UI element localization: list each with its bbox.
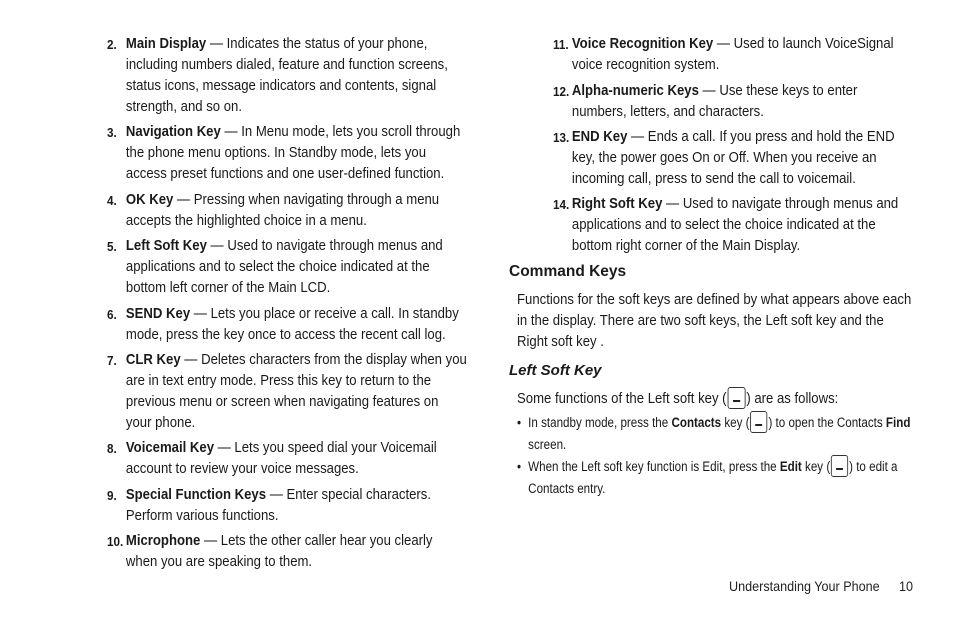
item-description: — Lets you place or receive a call. In standby mode, press the key once to access the recent call log. [125,306,459,343]
item-number: 6. [107,307,117,322]
left-soft-key-intro: Some functions of the Left soft key ( ) are as follows: [517,388,913,410]
item-number: 14. [553,197,570,212]
list-item [107,438,467,480]
footer-section-title: Understanding Your Phone [729,578,880,594]
item-title: SEND Key [125,306,191,322]
left-soft-key-icon [750,411,767,433]
item-number: 13. [553,130,570,145]
item-description: — Used to launch VoiceSignal voice recognition system. [571,36,894,73]
list-item [107,350,467,434]
list-item [553,34,915,76]
item-title: Right Soft Key [571,196,663,212]
list-item [107,485,467,527]
item-number: 7. [107,353,117,368]
item-number: 3. [107,125,117,140]
item-title: CLR Key [125,352,181,368]
item-description: — Lets the other caller hear you clearly when you are speaking to them. [125,533,433,570]
bullet-icon: • [517,459,522,474]
left-soft-key-icon [831,455,848,477]
section-heading-command-keys: Command Keys [509,263,627,280]
list-item [553,127,915,190]
left-soft-key-icon [727,387,745,409]
list-item [553,81,915,123]
page-number: 10 [899,578,914,594]
item-number: 11. [553,37,569,52]
list-item [107,531,467,573]
item-description: — Use these keys to enter numbers, letters, and characters. [571,83,858,120]
item-title: Voicemail Key [125,440,215,456]
item-title: Left Soft Key [125,238,207,254]
item-title: Voice Recognition Key [571,36,714,52]
item-title: END Key [571,129,628,145]
item-title: OK Key [125,192,174,208]
list-item [107,190,467,232]
subheading-left-soft-key: Left Soft Key [509,362,602,379]
item-description: — Ends a call. If you press and hold the END key, the power goes On or Off. When you receive an incoming call, press to send the call to voicemail. [571,129,895,187]
item-description: — In Menu mode, lets you scroll through the phone menu options. In Standby mode, lets you access preset functions and one user-defined function. [125,124,461,182]
list-item: • In standby mode, press the Contacts key ( ) to open the Contacts Find screen. [517,412,916,455]
item-title: Navigation Key [125,124,221,140]
list-item [107,122,467,185]
item-description: — Deletes characters from the display when you are in text entry mode. Press this key to return to the previous menu or screen when navigating features on your phone. [125,352,467,431]
list-item: • When the Left soft key function is Edit, press the Edit key ( ) to edit a Contacts entry. [517,456,916,499]
item-description: — Used to navigate through menus and applications and to select the choice indicated at the bottom left corner of the Main LCD. [125,238,443,296]
item-title: Main Display [125,36,207,52]
list-item [107,236,467,299]
item-description: — Indicates the status of your phone, including numbers dialed, feature and function screens, status icons, message indicators and contents, signal strength, and so on. [125,36,448,115]
item-description: — Used to navigate through menus and applications and to select the choice indicated at the bottom right corner of the Main Display. [571,196,899,254]
item-description: — Enter special characters. Perform various functions. [125,487,432,524]
item-description: — Pressing when navigating through a menu accepts the highlighted choice in a menu. [125,192,440,229]
item-description: — Lets you speed dial your Voicemail account to review your voice messages. [125,440,437,477]
item-number: 9. [107,488,117,503]
list-item [553,194,915,257]
bullet-icon: • [517,415,522,430]
item-title: Special Function Keys [125,487,267,503]
command-keys-paragraph: Functions for the soft keys are defined by what appears above each in the display. There are two soft keys, the Left soft key and the Right soft key . [517,292,912,350]
item-title: Alpha-numeric Keys [571,83,699,99]
item-number: 8. [107,441,117,456]
item-number: 2. [107,37,117,52]
item-number: 10. [107,534,124,549]
item-title: Microphone [125,533,201,549]
list-item [107,304,467,346]
item-number: 4. [107,193,117,208]
list-item [107,34,467,118]
item-number: 12. [553,84,570,99]
item-number: 5. [107,239,117,254]
